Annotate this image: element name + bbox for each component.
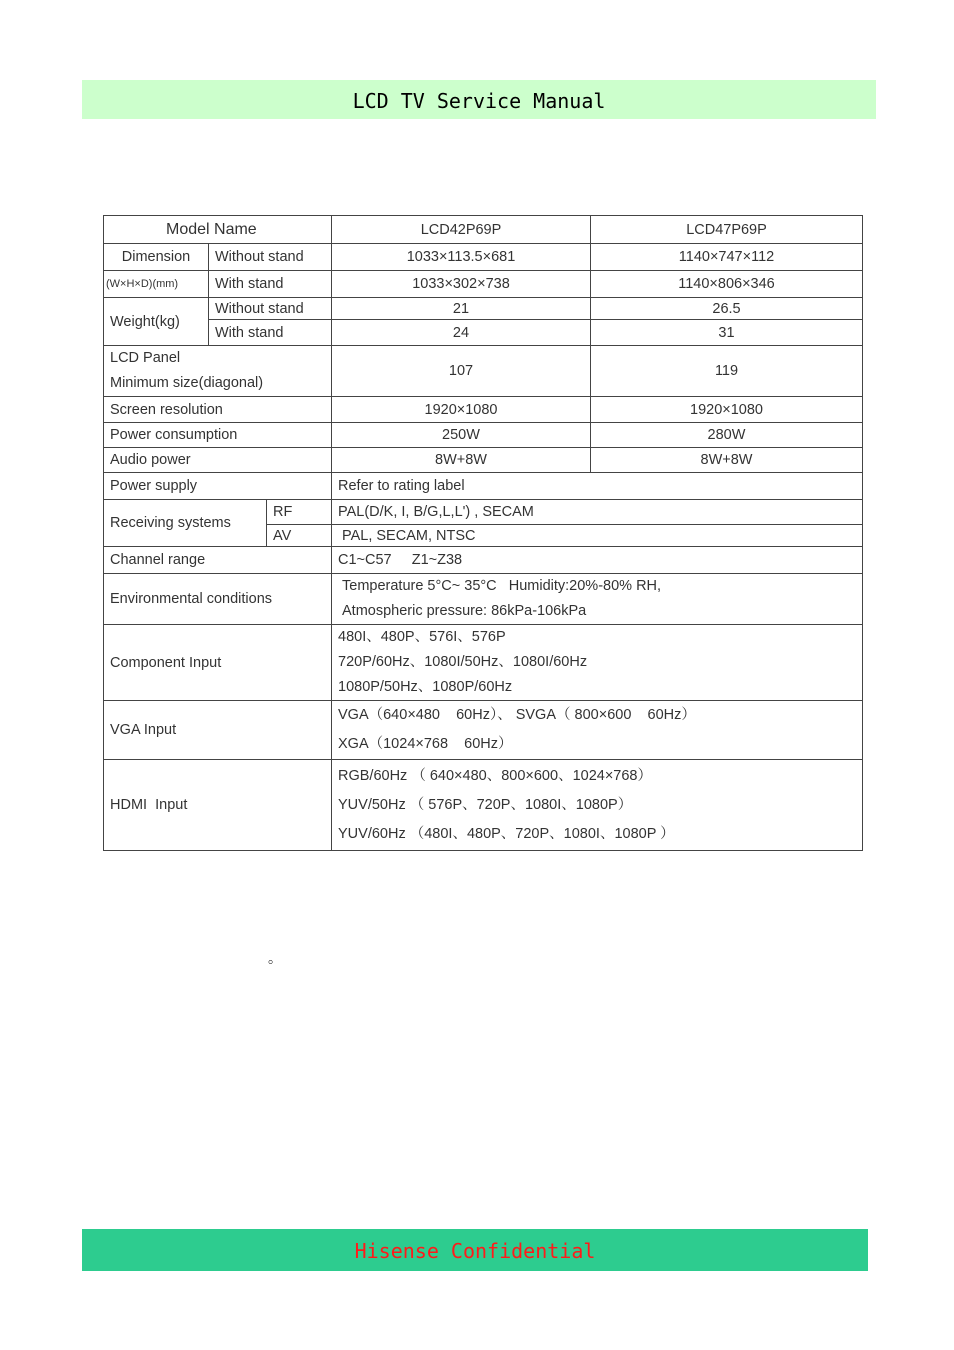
weight-without-stand-1: 21 [332, 298, 591, 320]
table-row [104, 271, 863, 298]
component-input-value [332, 625, 863, 701]
channel-range-value: C1~C57 Z1~Z38 [332, 547, 863, 574]
rf-label: RF [267, 500, 332, 525]
rf-value: PAL(D/K, I, B/G,L,L') , SECAM [332, 500, 863, 525]
lcd-panel-value-1: 107 [332, 346, 591, 397]
footer-bar [82, 1229, 868, 1271]
dimension-without-stand-label: Without stand [209, 244, 332, 271]
table-row [104, 448, 863, 473]
power-supply-label: Power supply [104, 473, 332, 500]
hdmi-input-line1: RGB/60Hz （ 640×480、800×600、1024×768） [338, 767, 652, 784]
table-row [104, 701, 863, 760]
model-name-label: Model Name [104, 216, 332, 244]
dimension-label: Dimension [104, 244, 209, 271]
environmental-line2: Atmospheric pressure: 86kPa-106kPa [342, 603, 587, 619]
audio-power-2: 8W+8W [591, 448, 863, 473]
table-row [104, 625, 863, 701]
component-input-line2: 720P/60Hz、1080I/50Hz、1080I/60Hz [338, 654, 588, 670]
header-title: LCD TV Service Manual [352, 89, 606, 113]
av-value: PAL, SECAM, NTSC [332, 525, 863, 547]
table-row [104, 760, 863, 851]
screen-resolution-1: 1920×1080 [332, 397, 591, 423]
dimension-without-stand-2: 1140×747×112 [591, 244, 863, 271]
table-row [104, 547, 863, 574]
power-consumption-2: 280W [591, 423, 863, 448]
weight-with-stand-1: 24 [332, 320, 591, 346]
weight-without-stand-2: 26.5 [591, 298, 863, 320]
component-input-line3: 1080P/50Hz、1080P/60Hz [338, 679, 513, 695]
audio-power-label: Audio power [104, 448, 332, 473]
receiving-systems-label: Receiving systems [104, 500, 267, 547]
dimension-with-stand-label: With stand [209, 271, 332, 298]
dimension-with-stand-1: 1033×302×738 [332, 271, 591, 298]
vga-input-line2: XGA（1024×768 60Hz） [338, 736, 513, 752]
power-consumption-label: Power consumption [104, 423, 332, 448]
lcd-panel-label-line2: Minimum size(diagonal) [110, 375, 264, 391]
stray-mark: 。 [268, 950, 282, 966]
screen-resolution-label: Screen resolution [104, 397, 332, 423]
environmental-line1: Temperature 5°C~ 35°C Humidity:20%-80% RH, [342, 578, 662, 594]
component-input-label: Component Input [104, 625, 332, 701]
screen-resolution-2: 1920×1080 [591, 397, 863, 423]
table-row [104, 244, 863, 271]
weight-without-stand-label: Without stand [209, 298, 332, 320]
specifications-table [103, 215, 863, 851]
weight-label: Weight(kg) [104, 298, 209, 346]
table-row [104, 574, 863, 625]
weight-with-stand-label: With stand [209, 320, 332, 346]
hdmi-input-line3: YUV/60Hz （480I、480P、720P、1080I、1080P ） [338, 825, 675, 842]
vga-input-line1: VGA（640×480 60Hz）、 SVGA（ 800×600 60Hz） [338, 707, 696, 723]
vga-input-label: VGA Input [104, 701, 332, 760]
environmental-label: Environmental conditions [104, 574, 332, 625]
table-row [104, 298, 863, 320]
audio-power-1: 8W+8W [332, 448, 591, 473]
table-row [104, 500, 863, 525]
vga-input-value [332, 701, 863, 760]
table-row [104, 346, 863, 397]
hdmi-input-label: HDMI Input [104, 760, 332, 851]
component-input-line1: 480I、480P、576I、576P [338, 629, 506, 645]
lcd-panel-label-line1: LCD Panel [110, 350, 181, 366]
weight-with-stand-2: 31 [591, 320, 863, 346]
model-2: LCD47P69P [591, 216, 863, 244]
channel-range-label: Channel range [104, 547, 332, 574]
model-1: LCD42P69P [332, 216, 591, 244]
lcd-panel-label [104, 346, 332, 397]
av-label: AV [267, 525, 332, 547]
dimension-with-stand-2: 1140×806×346 [591, 271, 863, 298]
footer-text: Hisense Confidential [354, 1239, 596, 1263]
power-consumption-1: 250W [332, 423, 591, 448]
table-row [104, 423, 863, 448]
table-row [104, 473, 863, 500]
environmental-value [332, 574, 863, 625]
hdmi-input-value [332, 760, 863, 851]
table-row [104, 397, 863, 423]
hdmi-input-line2: YUV/50Hz （ 576P、720P、1080I、1080P） [338, 796, 633, 813]
power-supply-value: Refer to rating label [332, 473, 863, 500]
table-row [104, 216, 863, 244]
dimension-without-stand-1: 1033×113.5×681 [332, 244, 591, 271]
header-bar [82, 80, 876, 119]
lcd-panel-value-2: 119 [591, 346, 863, 397]
table-row [104, 320, 863, 346]
dimension-unit: (W×H×D)(mm) [104, 271, 209, 298]
